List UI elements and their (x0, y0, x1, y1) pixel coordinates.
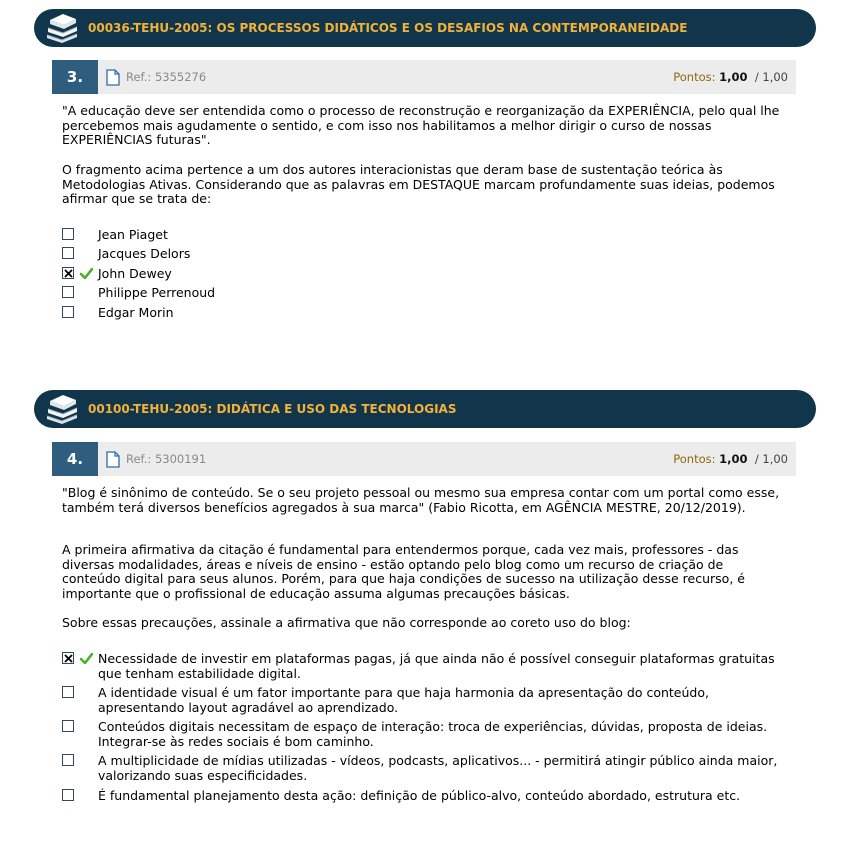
score-value: 1,00 (719, 452, 748, 466)
question-number: 3. (52, 60, 98, 94)
section-title: 00100-TEHU-2005: DIDÁTICA E USO DAS TECNOLOGIAS (88, 402, 457, 416)
option-label: Necessidade de investir em plataformas pagas, já que ainda não é possível conseguir plataformas gratuitas que tenham estabilidade digital. (98, 651, 775, 681)
score-total: / 1,00 (754, 452, 788, 466)
question-ref: Ref.: 5355276 (126, 70, 207, 84)
checkbox[interactable] (62, 686, 74, 698)
question-paragraph: A primeira afirmativa da citação é fundamental para entendermos porque, cada vez mais, professores - das diversas modalidades, áreas e níveis de ensino - estão optando pelo blog como um recurso de criação de conteúdo digital para seus alunos. Porém, para que haja condições de sucesso na utilização desse recurso, é importante que o profissional de educação assuma algumas precauções básicas. (62, 542, 745, 601)
pontos-label: Pontos: (673, 452, 716, 466)
score-total: / 1,00 (754, 70, 788, 84)
pontos-label: Pontos: (673, 70, 716, 84)
checkbox[interactable] (62, 247, 74, 259)
correct-check-icon (80, 268, 93, 279)
checkbox[interactable] (62, 228, 74, 240)
correct-check-icon (80, 653, 93, 664)
checkbox-checked[interactable] (62, 652, 74, 664)
checkbox[interactable] (62, 286, 74, 298)
option-label: Edgar Morin (98, 305, 174, 320)
option-label: A identidade visual é um fator importante para que haja harmonia da apresentação do conteúdo, apresentando layout agradável ao aprendizado. (98, 685, 709, 715)
score-value: 1,00 (719, 70, 748, 84)
question-prompt: Sobre essas precauções, assinale a afirmativa que não corresponde ao coreto uso do blog: (62, 615, 631, 630)
books-icon (44, 394, 80, 424)
option-label: Conteúdos digitais necessitam de espaço de interação: troca de experiências, dúvidas, proposta de ideias. Integrar-se às redes sociais é bom caminho. (98, 719, 768, 749)
checkbox[interactable] (62, 789, 74, 801)
option-label: A multiplicidade de mídias utilizadas - vídeos, podcasts, aplicativos... - permitirá atingir público ainda maior, valorizando suas especificidades. (98, 753, 778, 783)
checkbox[interactable] (62, 754, 74, 766)
question-number: 4. (52, 442, 98, 476)
checkbox[interactable] (62, 720, 74, 732)
question-quote: "Blog é sinônimo de conteúdo. Se o seu projeto pessoal ou mesmo sua empresa contar com um portal como esse, também terá diversos benefícios agregados à sua marca" (Fabio Ricotta, em AGÊNCIA MESTRE, 20/12/2019). (62, 485, 780, 515)
question-quote: "A educação deve ser entendida como o processo de reconstrução e reorganização da EXPERIÊNCIA, pelo qual lhe percebemos mais agudamente o sentido, e com isso nos habilitamos a melhor dirigir o curso de nossas EXPERIÊNCIAS futuras". (62, 103, 780, 147)
question-score (673, 442, 788, 476)
question-ref: Ref.: 5300191 (126, 452, 207, 466)
checkbox[interactable] (62, 306, 74, 318)
document-icon[interactable] (106, 451, 120, 468)
document-icon[interactable] (106, 69, 120, 86)
section-title: 00036-TEHU-2005: OS PROCESSOS DIDÁTICOS E OS DESAFIOS NA CONTEMPORANEIDADE (88, 21, 688, 35)
section-header (34, 9, 816, 47)
option-label: É fundamental planejamento desta ação: definição de público-alvo, conteúdo abordado, estrutura etc. (98, 788, 741, 803)
section-header (34, 390, 816, 428)
books-icon (44, 13, 80, 43)
question-bar (52, 60, 796, 94)
option-label: Jean Piaget (98, 227, 168, 242)
option-label: Philippe Perrenoud (98, 285, 216, 300)
question-score (673, 60, 788, 94)
question-prompt: O fragmento acima pertence a um dos autores interacionistas que deram base de sustentação teórica às Metodologias Ativas. Considerando que as palavras em DESTAQUE marcam profundamente suas ideias, podemos afirmar que se trata de: (62, 162, 775, 206)
option-label: John Dewey (98, 266, 172, 281)
question-bar (52, 442, 796, 476)
checkbox-checked[interactable] (62, 267, 74, 279)
option-label: Jacques Delors (98, 246, 191, 261)
